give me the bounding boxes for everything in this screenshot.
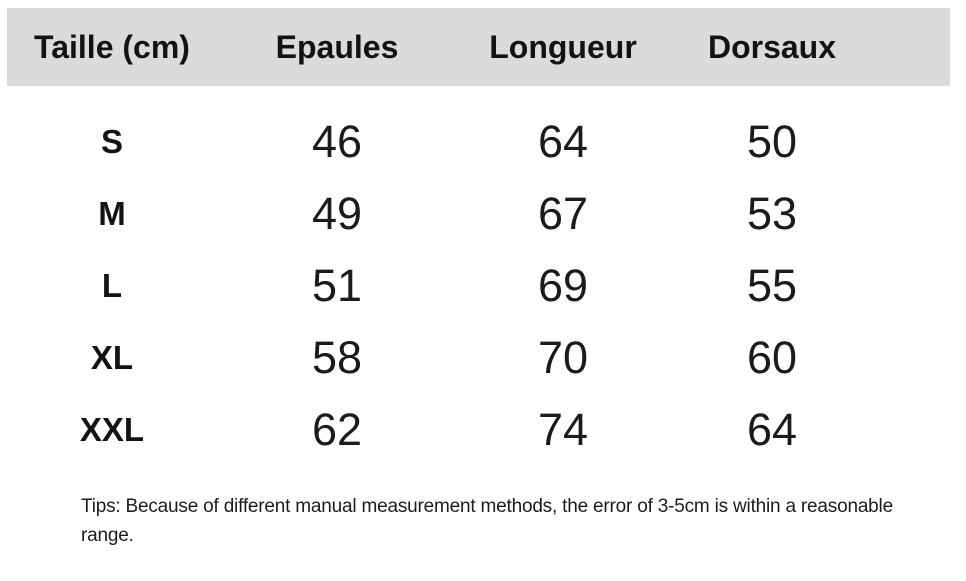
epaules-value: 49 — [311, 188, 363, 239]
table-row-xl — [7, 322, 950, 394]
size-label: XL — [90, 339, 134, 376]
size-label: L — [101, 267, 123, 304]
column-header-taille: Taille (cm) — [34, 28, 190, 65]
table-row-xxl — [7, 394, 950, 466]
size-label: S — [100, 123, 123, 160]
dorsaux-value: 55 — [746, 260, 798, 311]
epaules-value: 51 — [311, 260, 363, 311]
dorsaux-value: 64 — [746, 404, 798, 455]
table-row-m — [7, 178, 950, 250]
epaules-value: 58 — [311, 332, 363, 383]
column-header-epaules: Epaules — [275, 28, 399, 65]
table-row-l — [7, 250, 950, 322]
longueur-value: 64 — [537, 116, 589, 167]
dorsaux-value: 53 — [746, 188, 798, 239]
tips-line: range. — [81, 525, 134, 546]
longueur-value: 70 — [537, 332, 589, 383]
table-header-row — [7, 8, 950, 86]
size-chart-table — [7, 8, 950, 550]
tips-line: Tips: Because of different manual measurement methods, the error of 3-5cm is within a reasonable — [81, 496, 893, 517]
longueur-value: 67 — [537, 188, 589, 239]
column-header-dorsaux: Dorsaux — [707, 28, 837, 65]
tips-note — [81, 492, 950, 550]
size-label: XXL — [79, 411, 145, 448]
dorsaux-value: 60 — [746, 332, 798, 383]
dorsaux-value: 50 — [746, 116, 798, 167]
epaules-value: 46 — [311, 116, 363, 167]
epaules-value: 62 — [311, 404, 363, 455]
column-header-longueur: Longueur — [489, 28, 637, 65]
longueur-value: 69 — [537, 260, 589, 311]
table-row-s — [7, 106, 950, 178]
longueur-value: 74 — [537, 404, 589, 455]
table-body — [7, 86, 950, 466]
size-label: M — [98, 195, 126, 232]
